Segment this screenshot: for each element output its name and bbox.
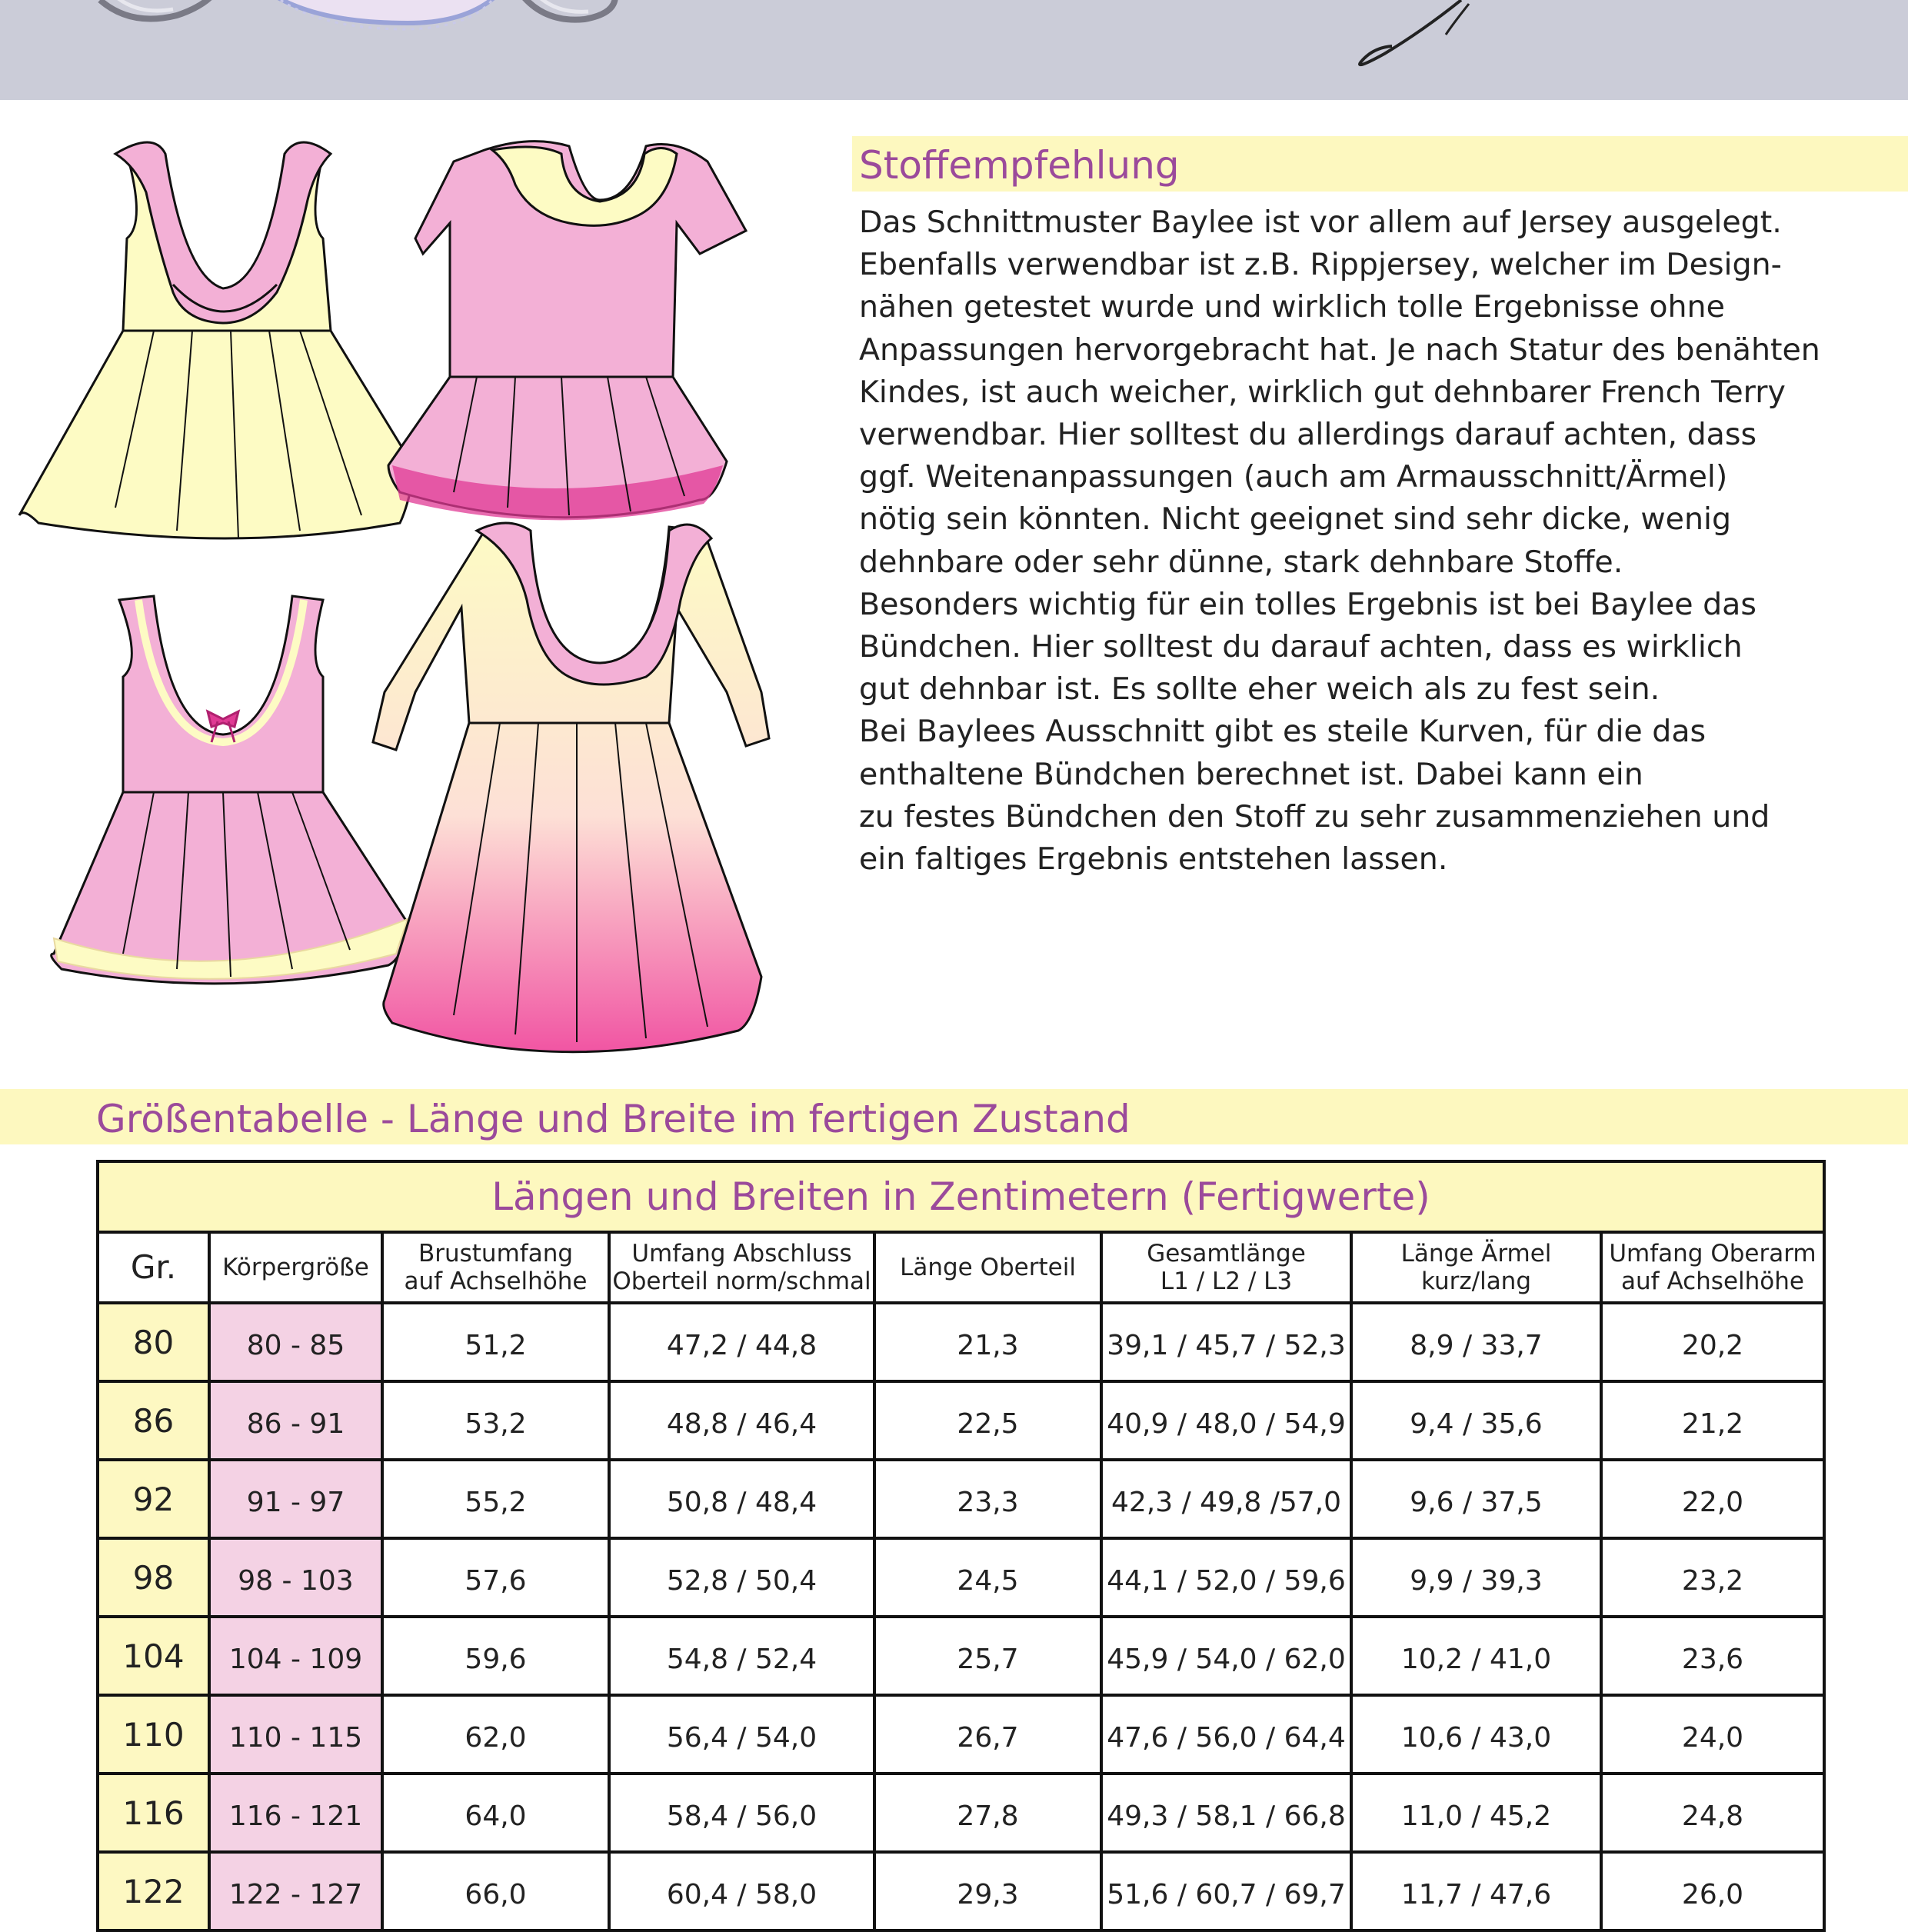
header-subtext: auf Achselhöhe (404, 1267, 588, 1295)
cell-chest: 57,6 (382, 1538, 609, 1617)
cell-bodice-length: 22,5 (874, 1381, 1101, 1460)
fabric-line: Kindes, ist auch weicher, wirklich gut dehnbarer French Terry (859, 374, 1786, 410)
header-subtext: Oberteil norm/schmal (612, 1267, 871, 1295)
cell-sleeve-length: 8,9 / 33,7 (1351, 1303, 1601, 1381)
cell-bodice-hem: 48,8 / 46,4 (609, 1381, 874, 1460)
dress-pink-shortsleeve-icon (388, 142, 746, 521)
table-body (98, 1303, 1824, 1930)
table-caption: Längen und Breiten in Zentimetern (Fertigwerte) (98, 1161, 1824, 1232)
cell-size: 116 (98, 1774, 209, 1852)
table-row (98, 1617, 1824, 1695)
cell-sleeve-length: 10,6 / 43,0 (1351, 1695, 1601, 1774)
cell-total-length: 45,9 / 54,0 / 62,0 (1101, 1617, 1351, 1695)
fabric-line: dehnbare oder sehr dünne, stark dehnbare Stoffe. (859, 544, 1623, 580)
fabric-line: gut dehnbar ist. Es sollte eher weich als zu fest sein. (859, 671, 1660, 708)
cell-upper-arm: 23,2 (1601, 1538, 1824, 1617)
cell-bodice-hem: 50,8 / 48,4 (609, 1460, 874, 1538)
cell-upper-arm: 26,0 (1601, 1852, 1824, 1930)
header-size (98, 1232, 209, 1303)
header-bodice-hem (609, 1232, 874, 1303)
table-row (98, 1460, 1824, 1538)
cell-upper-arm: 21,2 (1601, 1381, 1824, 1460)
table-row (98, 1303, 1824, 1381)
header-chest (382, 1232, 609, 1303)
cell-bodice-length: 27,8 (874, 1774, 1101, 1852)
header-text: Gr. (130, 1248, 177, 1286)
header-subtext: auf Achselhöhe (1621, 1267, 1804, 1295)
fabric-line: Besonders wichtig für ein tolles Ergebnis ist bei Baylee das (859, 586, 1756, 622)
cell-sleeve-length: 10,2 / 41,0 (1351, 1617, 1601, 1695)
header-text: Länge Ärmel (1400, 1240, 1552, 1267)
fabric-line: verwendbar. Hier solltest du allerdings darauf achten, dass (859, 417, 1757, 453)
fabric-title: Stoffempfehlung (859, 143, 1180, 188)
cell-body-height: 91 - 97 (209, 1460, 382, 1538)
cell-size: 110 (98, 1695, 209, 1774)
cell-total-length: 42,3 / 49,8 /57,0 (1101, 1460, 1351, 1538)
fabric-description (859, 202, 1897, 881)
cell-body-height: 116 - 121 (209, 1774, 382, 1852)
cell-upper-arm: 22,0 (1601, 1460, 1824, 1538)
dress-illustrations (0, 115, 831, 1077)
cell-body-height: 98 - 103 (209, 1538, 382, 1617)
header-band (0, 0, 1908, 100)
cell-upper-arm: 23,6 (1601, 1617, 1824, 1695)
table-row (98, 1695, 1824, 1774)
cell-size: 104 (98, 1617, 209, 1695)
header-body-height (209, 1232, 382, 1303)
fabric-line: Anpassungen hervorgebracht hat. Je nach Statur des benähten (859, 331, 1820, 368)
fabric-line: nähen getestet wurde und wirklich tolle Ergebnisse ohne (859, 289, 1725, 325)
cell-bodice-length: 23,3 (874, 1460, 1101, 1538)
table-row (98, 1538, 1824, 1617)
cell-body-height: 86 - 91 (209, 1381, 382, 1460)
cell-chest: 55,2 (382, 1460, 609, 1538)
cell-size: 80 (98, 1303, 209, 1381)
header-upper-arm (1601, 1232, 1824, 1303)
cell-total-length: 44,1 / 52,0 / 59,6 (1101, 1538, 1351, 1617)
cell-chest: 64,0 (382, 1774, 609, 1852)
fabric-line: enthaltene Bündchen berechnet ist. Dabei kann ein (859, 756, 1643, 792)
cell-bodice-hem: 60,4 / 58,0 (609, 1852, 874, 1930)
fabric-line: ein faltiges Ergebnis entstehen lassen. (859, 841, 1448, 878)
cell-chest: 51,2 (382, 1303, 609, 1381)
cell-size: 92 (98, 1460, 209, 1538)
table-row (98, 1774, 1824, 1852)
cell-body-height: 104 - 109 (209, 1617, 382, 1695)
fabric-line: ggf. Weitenanpassungen (auch am Armausschnitt/Ärmel) (859, 459, 1728, 495)
header-total-length (1101, 1232, 1351, 1303)
cell-body-height: 110 - 115 (209, 1695, 382, 1774)
header-sleeve-length (1351, 1232, 1601, 1303)
dress-yellow-ruffle-icon (19, 142, 415, 538)
cell-total-length: 49,3 / 58,1 / 66,8 (1101, 1774, 1351, 1852)
cell-sleeve-length: 9,9 / 39,3 (1351, 1538, 1601, 1617)
cell-sleeve-length: 11,0 / 45,2 (1351, 1774, 1601, 1852)
logo-swirl-icon (85, 0, 623, 38)
size-table (96, 1160, 1826, 1932)
table-row (98, 1852, 1824, 1930)
header-subtext: kurz/lang (1420, 1267, 1532, 1295)
cell-sleeve-length: 9,4 / 35,6 (1351, 1381, 1601, 1460)
header-text: Umfang Abschluss (631, 1240, 852, 1267)
cell-total-length: 40,9 / 48,0 / 54,9 (1101, 1381, 1351, 1460)
cell-bodice-length: 29,3 (874, 1852, 1101, 1930)
header-bodice-length (874, 1232, 1101, 1303)
cell-body-height: 80 - 85 (209, 1303, 382, 1381)
cell-body-height: 122 - 127 (209, 1852, 382, 1930)
cell-chest: 66,0 (382, 1852, 609, 1930)
cell-bodice-hem: 54,8 / 52,4 (609, 1617, 874, 1695)
cell-chest: 53,2 (382, 1381, 609, 1460)
cell-size: 122 (98, 1852, 209, 1930)
cell-total-length: 51,6 / 60,7 / 69,7 (1101, 1852, 1351, 1930)
cell-bodice-length: 24,5 (874, 1538, 1101, 1617)
fabric-line: Das Schnittmuster Baylee ist vor allem auf Jersey ausgelegt. (859, 205, 1782, 240)
cell-upper-arm: 24,0 (1601, 1695, 1824, 1774)
cell-total-length: 39,1 / 45,7 / 52,3 (1101, 1303, 1351, 1381)
dress-ombre-longsleeve-icon (373, 523, 769, 1052)
cell-bodice-hem: 56,4 / 54,0 (609, 1695, 874, 1774)
fabric-line: Bündchen. Hier solltest du darauf achten, dass es wirklich (859, 629, 1743, 665)
cell-bodice-hem: 52,8 / 50,4 (609, 1538, 874, 1617)
cell-chest: 59,6 (382, 1617, 609, 1695)
cell-bodice-hem: 47,2 / 44,8 (609, 1303, 874, 1381)
header-text: Länge Oberteil (900, 1254, 1076, 1281)
cell-total-length: 47,6 / 56,0 / 64,4 (1101, 1695, 1351, 1774)
fabric-line: Ebenfalls verwendbar ist z.B. Rippjersey, welcher im Design- (859, 247, 1782, 283)
fabric-line: nötig sein könnten. Nicht geeignet sind sehr dicke, wenig (859, 501, 1732, 538)
table-header-row (98, 1232, 1824, 1303)
cell-bodice-length: 21,3 (874, 1303, 1101, 1381)
header-text: Gesamtlänge (1147, 1240, 1306, 1267)
cell-upper-arm: 24,8 (1601, 1774, 1824, 1852)
cell-size: 98 (98, 1538, 209, 1617)
header-text: Umfang Oberarm (1609, 1240, 1816, 1267)
sizes-title: Größentabelle - Länge und Breite im fertigen Zustand (96, 1097, 1130, 1141)
cell-bodice-length: 25,7 (874, 1617, 1101, 1695)
fabric-line: zu festes Bündchen den Stoff zu sehr zusammenziehen und (859, 798, 1770, 834)
cell-size: 86 (98, 1381, 209, 1460)
cell-sleeve-length: 9,6 / 37,5 (1351, 1460, 1601, 1538)
fabric-line: Bei Baylees Ausschnitt gibt es steile Kurven, für die das (859, 714, 1707, 750)
cell-bodice-hem: 58,4 / 56,0 (609, 1774, 874, 1852)
cell-sleeve-length: 11,7 / 47,6 (1351, 1852, 1601, 1930)
cell-upper-arm: 20,2 (1601, 1303, 1824, 1381)
script-signature-icon (1338, 0, 1492, 85)
cell-bodice-length: 26,7 (874, 1695, 1101, 1774)
header-text: Brustumfang (418, 1240, 574, 1267)
table-row (98, 1381, 1824, 1460)
header-subtext: L1 / L2 / L3 (1160, 1267, 1293, 1295)
dress-pink-bow-icon (52, 596, 408, 984)
cell-chest: 62,0 (382, 1695, 609, 1774)
header-text: Körpergröße (222, 1254, 369, 1281)
